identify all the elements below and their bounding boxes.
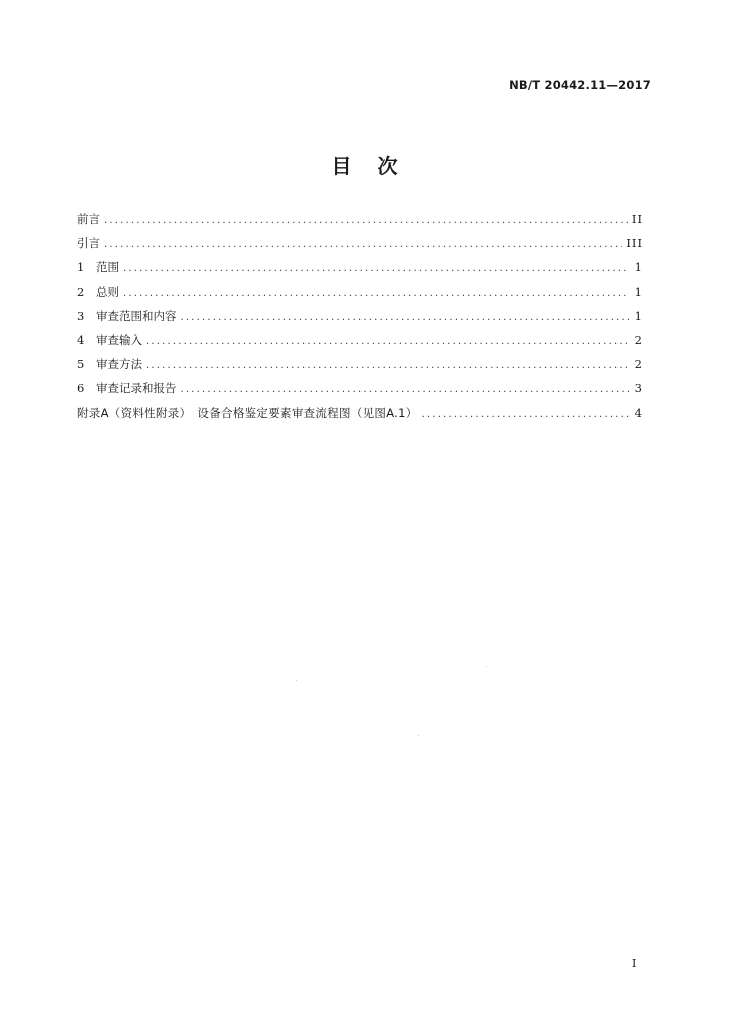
toc-entry-number: 2	[77, 284, 85, 299]
toc-page-number: 2	[634, 357, 643, 372]
toc-entry-foreword[interactable]	[77, 207, 643, 231]
toc-entry-introduction[interactable]	[77, 231, 643, 255]
toc-page-number: 1	[634, 308, 643, 323]
toc-leader-dots	[181, 378, 630, 402]
document-code: NB/T 20442.11—2017	[509, 78, 651, 92]
toc-page-number: 3	[634, 381, 643, 396]
scan-speck	[296, 680, 297, 681]
page-number: I	[632, 957, 637, 970]
toc-leader-dots	[123, 282, 629, 306]
toc-entry-review-method[interactable]	[77, 352, 643, 376]
toc-entry-label: 审查记录和报告	[96, 381, 177, 396]
scan-speck	[486, 666, 487, 667]
page-title: 目次	[331, 154, 424, 178]
toc-leader-dots	[146, 330, 629, 354]
toc-page-number: II	[631, 212, 643, 226]
toc-leader-dots	[104, 233, 622, 257]
toc-entry-general[interactable]	[77, 280, 643, 304]
table-of-contents	[77, 207, 643, 425]
toc-entry-label: 审查输入	[96, 332, 142, 347]
toc-entry-label: 审查方法	[96, 357, 142, 372]
toc-page-number: 1	[634, 260, 643, 275]
toc-entry-number: 5	[77, 357, 85, 372]
toc-leader-dots	[146, 354, 629, 378]
toc-entry-number: 6	[77, 381, 85, 396]
toc-entry-number: 3	[77, 308, 85, 323]
toc-entry-label: 总则	[96, 284, 119, 299]
toc-entry-number: 4	[77, 332, 85, 347]
toc-leader-dots	[422, 403, 629, 427]
toc-entry-review-records[interactable]	[77, 376, 643, 400]
toc-entry-label: 审查范围和内容	[96, 308, 177, 323]
toc-leader-dots	[123, 257, 629, 281]
toc-page-number: 2	[634, 332, 643, 347]
toc-entry-review-input[interactable]	[77, 328, 643, 352]
toc-entry-label: 引言	[77, 236, 100, 251]
toc-entry-appendix-a[interactable]	[77, 401, 643, 425]
toc-entry-scope[interactable]	[77, 255, 643, 279]
toc-entry-label: 附录A（资料性附录） 设备合格鉴定要素审查流程图（见图A.1）	[77, 405, 418, 420]
toc-leader-dots	[181, 306, 630, 330]
toc-page-number: 1	[634, 284, 643, 299]
toc-leader-dots	[104, 209, 628, 233]
toc-entry-label: 前言	[77, 212, 100, 226]
scan-speck	[418, 735, 419, 736]
toc-page-number: 4	[634, 405, 643, 420]
toc-entry-review-scope[interactable]	[77, 304, 643, 328]
toc-entry-label: 范围	[96, 260, 119, 275]
toc-page-number: III	[626, 236, 643, 251]
toc-entry-number: 1	[77, 260, 85, 275]
